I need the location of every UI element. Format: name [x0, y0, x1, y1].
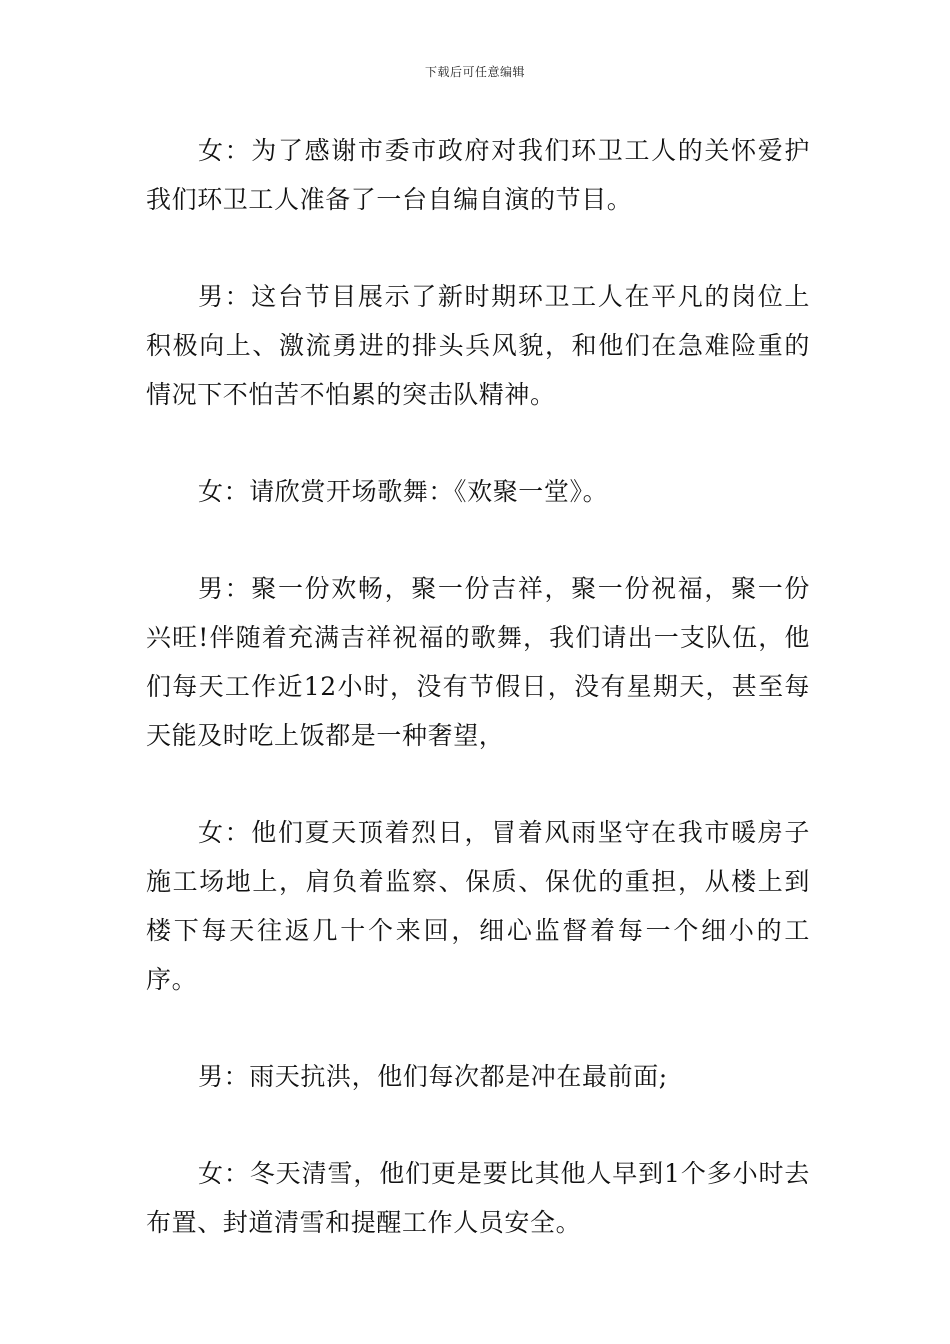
paragraph-2: 男：这台节目展示了新时期环卫工人在平凡的岗位上积极向上、激流勇进的排头兵风貌，和他们在急难险重的情况下不怕苦不怕累的突击队精神。 [146, 282, 810, 409]
paragraph-7: 女：冬天清雪，他们更是要比其他人早到1个多小时去布置、封道清雪和提醒工作人员安全。 [146, 1159, 810, 1237]
page-header-note: 下载后可任意编辑 [424, 65, 525, 79]
paragraph-3: 女：请欣赏开场歌舞：《欢聚一堂》。 [198, 477, 609, 506]
paragraph-4: 男：聚一份欢畅，聚一份吉祥，聚一份祝福，聚一份兴旺!伴随着充满吉祥祝福的歌舞，我们请出一支队伍，他们每天工作近12小时，没有节假日，没有星期天，甚至每天能及时吃上饭都是一种奢望， [146, 574, 810, 750]
paragraph-5: 女：他们夏天顶着烈日，冒着风雨坚守在我市暖房子施工场地上，肩负着监察、保质、保优的重担，从楼上到楼下每天往返几十个来回，细心监督着每一个细小的工序。 [146, 818, 810, 994]
paragraph-6: 男：雨天抗洪，他们每次都是冲在最前面; [198, 1062, 668, 1091]
document-body [146, 126, 810, 1295]
paragraph-1: 女：为了感谢市委市政府对我们环卫工人的关怀爱护我们环卫工人准备了一台自编自演的节目。 [146, 136, 810, 214]
